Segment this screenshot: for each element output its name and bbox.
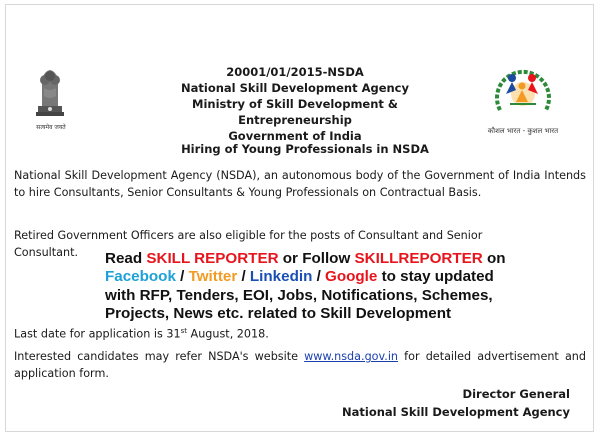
website-text: Interested candidates may refer NSDA's website [14, 350, 305, 363]
emblem-caption: सत्यमेव जयते [36, 124, 66, 131]
promo-line-3: with RFP, Tenders, EOI, Jobs, Notifications, Schemes, [105, 286, 493, 304]
promo-text: Read [105, 250, 147, 267]
nsda-website-link[interactable]: www.nsda.gov.in [304, 350, 399, 363]
agency-name: National Skill Development Agency [181, 81, 409, 95]
promo-text: to stay updated [377, 268, 494, 286]
linkedin-link[interactable]: Linkedin [249, 268, 313, 286]
skill-india-logo-icon [488, 64, 558, 124]
promo-line-1 [105, 250, 595, 268]
letter-header [140, 64, 450, 144]
paragraph-deadline [14, 323, 586, 343]
paragraph-intro: National Skill Development Agency (NSDA), an autonomous body of the Government of India Intends to hire Consultants, Senior Consultants & Young Professionals on Contractual Basis. [14, 169, 586, 199]
national-emblem-icon [32, 62, 68, 122]
twitter-link[interactable]: Twitter [188, 268, 238, 286]
skillreporter-handle[interactable]: SKILLREPORTER [354, 250, 483, 267]
government-name: Government of India [228, 129, 362, 143]
deadline-text: Last date for application is 31 [14, 327, 181, 341]
google-link[interactable]: Google [325, 268, 378, 286]
separator: / [312, 268, 326, 286]
promo-overlay [105, 250, 595, 324]
logo-caption: कौशल भारत - कुशल भारत [487, 127, 559, 135]
skill-reporter-link[interactable]: SKILL REPORTER [146, 250, 279, 267]
paragraph-website [14, 349, 586, 382]
promo-text: on [482, 250, 506, 267]
deadline-ordinal: st [180, 327, 187, 335]
ministry-name: Ministry of Skill Development & Entrepreneurship [192, 97, 398, 127]
paragraph-eligibility-end: Consultant. [14, 246, 79, 259]
promo-line-2 [105, 268, 595, 286]
separator: / [237, 268, 250, 286]
signatory-title: Director General [462, 387, 570, 401]
separator: / [175, 268, 189, 286]
promo-line-4: Projects, News etc. related to Skill Development [105, 305, 452, 323]
deadline-text: August, 2018. [186, 327, 269, 341]
notice-subject: Hiring of Young Professionals in NSDA [181, 142, 429, 156]
signatory-org: National Skill Development Agency [342, 405, 570, 419]
website-text: for detailed advertisement and application form. [14, 350, 586, 380]
facebook-link[interactable]: Facebook [105, 268, 176, 286]
paragraph-eligibility: Retired Government Officers are also eligible for the posts of Consultant and Senior [14, 229, 483, 242]
reference-number: 20001/01/2015-NSDA [226, 65, 364, 79]
promo-text: or Follow [278, 250, 355, 267]
